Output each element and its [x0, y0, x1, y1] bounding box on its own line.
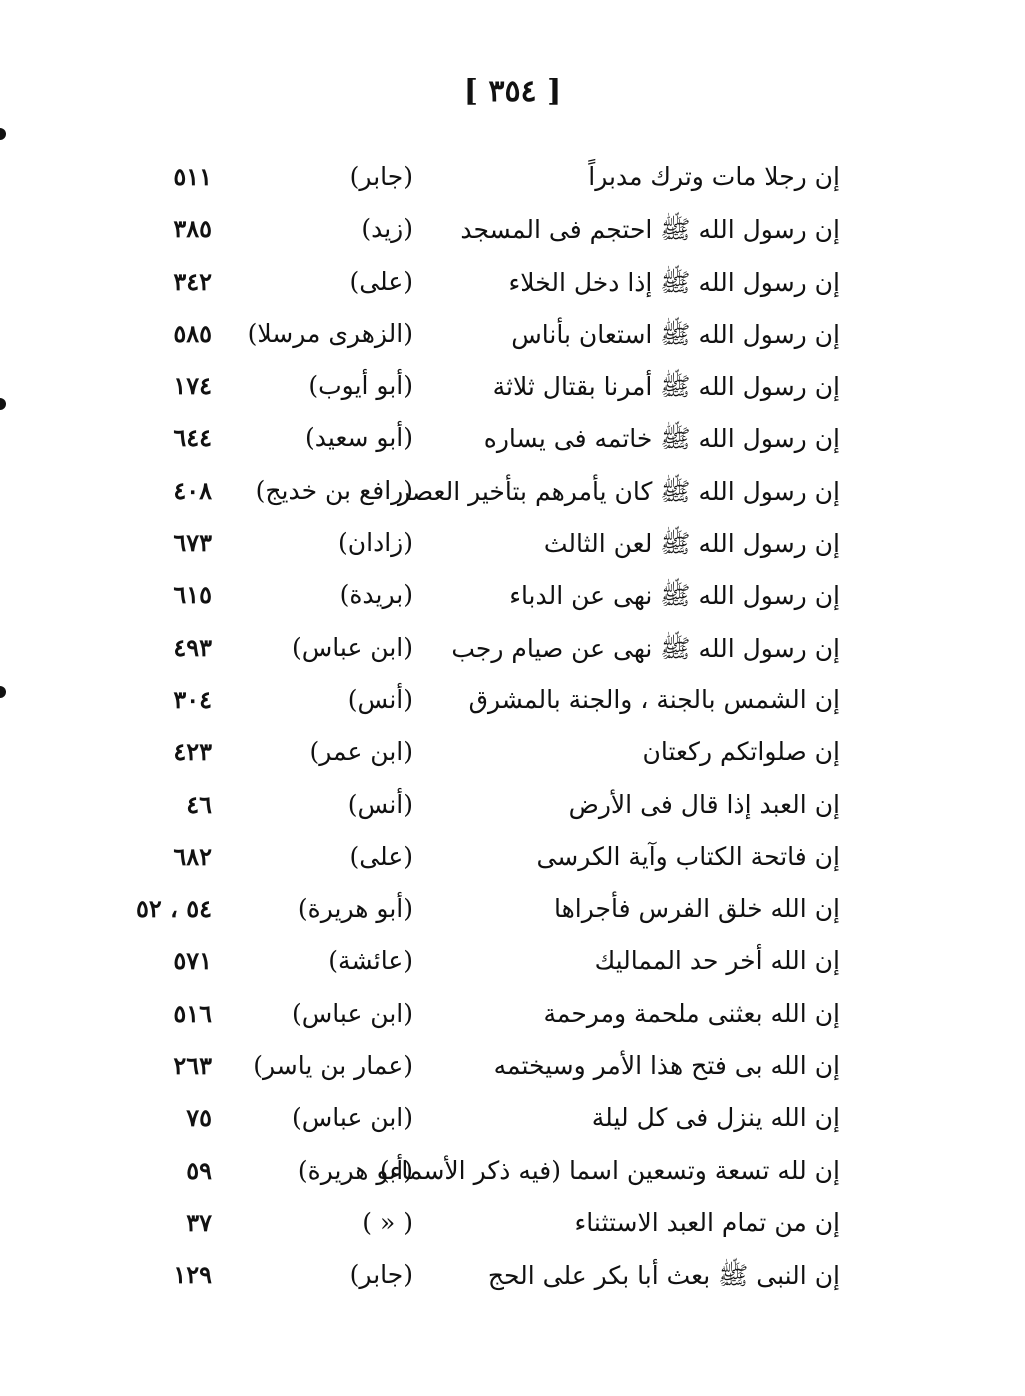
index-entry [0, 1254, 1025, 1306]
page-reference: ٣٠٤ [173, 684, 212, 714]
narrator-name: (الزهرى مرسلا) [247, 318, 413, 348]
index-entry [0, 993, 1025, 1045]
index-entry [0, 627, 1025, 679]
index-entry [0, 1202, 1025, 1254]
narrator-name: (أبو سعيد) [305, 423, 413, 453]
index-entry [0, 679, 1025, 731]
scan-edge-mark [0, 128, 6, 140]
hadith-text: إن رسول الله ﷺ كان يأمرهم بتأخير العصر [398, 476, 840, 506]
narrator-name: (ابن عباس) [292, 998, 413, 1028]
hadith-text: إن الله خلق الفرس فأجراها [554, 894, 840, 924]
hadith-text: إن لله تسعة وتسعين اسما (فيه ذكر الأسماء) [379, 1155, 840, 1185]
index-entry [0, 156, 1025, 208]
index-entry [0, 417, 1025, 469]
hadith-text: إن رسول الله ﷺ أمرنا بقتال ثلاثة [492, 372, 840, 402]
page-reference: ٥١١ [173, 162, 212, 191]
index-entry [0, 836, 1025, 888]
hadith-text: إن الله ينزل فى كل ليلة [591, 1103, 840, 1133]
index-entry [0, 888, 1025, 940]
narrator-name: (رافع بن خديج) [255, 475, 413, 505]
hadith-text: إن رسول الله ﷺ استعان بأناس [511, 319, 840, 349]
hadith-text: إن الشمس بالجنة ، والجنة بالمشرق [468, 684, 840, 714]
narrator-name: (ابن عمر) [309, 737, 413, 767]
index-entry [0, 1150, 1025, 1202]
index-entry [0, 940, 1025, 992]
narrator-name: (أنس) [347, 684, 413, 714]
hadith-index-list [0, 156, 1025, 1307]
page-reference: ٣٨٥ [173, 214, 212, 244]
index-entry [0, 784, 1025, 836]
narrator-name: ( « ) [362, 1207, 413, 1237]
narrator-name: (جابر) [349, 1260, 413, 1290]
page-reference: ٤٢٣ [173, 737, 212, 767]
page-reference: ٣٤٢ [173, 266, 212, 296]
narrator-name: (عمار بن ياسر) [253, 1051, 413, 1081]
hadith-text: إن صلواتكم ركعتان [642, 737, 840, 767]
page-reference: ٥٨٥ [173, 318, 212, 348]
hadith-text: إن رسول الله ﷺ خاتمه فى يساره [483, 424, 840, 454]
hadith-text: إن رسول الله ﷺ لعن الثالث [543, 529, 840, 559]
hadith-text: إن رجلا مات وترك مدبراً [588, 162, 840, 191]
page-reference: ٤٦ [186, 789, 212, 819]
index-entry [0, 208, 1025, 260]
index-entry [0, 1097, 1025, 1149]
hadith-text: إن الله بى فتح هذا الأمر وسيختمه [493, 1051, 840, 1081]
page-reference: ١٧٤ [173, 371, 212, 401]
hadith-text: إن الله أخر حد المماليك [594, 946, 840, 976]
narrator-name: (على) [349, 266, 413, 296]
page-reference: ٦٤٤ [173, 423, 212, 453]
narrator-name: (ابن عباس) [292, 1103, 413, 1133]
page-reference: ٣٧ [186, 1207, 212, 1237]
page-reference: ٤٩٣ [173, 632, 212, 662]
page-reference: ٦٧٣ [173, 528, 212, 558]
narrator-name: (عائشة) [328, 946, 413, 976]
hadith-text: إن رسول الله ﷺ إذا دخل الخلاء [508, 267, 840, 297]
index-entry [0, 522, 1025, 574]
narrator-name: (أبو أيوب) [308, 371, 413, 401]
page-reference: ٥١٦ [173, 998, 212, 1028]
index-entry [0, 731, 1025, 783]
narrator-name: (أبو هريرة) [297, 1155, 413, 1185]
hadith-text: إن رسول الله ﷺ احتجم فى المسجد [460, 215, 840, 245]
index-entry [0, 574, 1025, 626]
page-number: [ ٣٥٤ ] [463, 74, 562, 109]
page-reference: ٥٤ ، ٥٢ [135, 894, 212, 924]
page-reference: ٥٧١ [173, 946, 212, 976]
hadith-text: إن رسول الله ﷺ نهى عن الدباء [509, 581, 840, 611]
index-entry [0, 365, 1025, 417]
hadith-text: إن رسول الله ﷺ نهى عن صيام رجب [451, 633, 840, 663]
narrator-name: (بريدة) [339, 580, 413, 610]
narrator-name: (زيد) [361, 214, 413, 244]
hadith-text: إن فاتحة الكتاب وآية الكرسى [536, 841, 840, 871]
narrator-name: (ابن عباس) [292, 632, 413, 662]
page-reference: ٧٥ [186, 1103, 212, 1133]
hadith-text: إن الله بعثنى ملحمة ومرحمة [543, 998, 840, 1028]
page-reference: ٦٨٢ [173, 841, 212, 871]
index-entry [0, 470, 1025, 522]
index-entry [0, 1045, 1025, 1097]
narrator-name: (زادان) [338, 528, 413, 558]
narrator-name: (على) [349, 841, 413, 871]
page-reference: ١٢٩ [173, 1260, 212, 1290]
narrator-name: (أنس) [347, 789, 413, 819]
narrator-name: (أبو هريرة) [297, 894, 413, 924]
page-reference: ٥٩ [186, 1155, 212, 1185]
page-reference: ٤٠٨ [173, 475, 212, 505]
page-reference: ٢٦٣ [173, 1051, 212, 1081]
hadith-text: إن العبد إذا قال فى الأرض [568, 789, 840, 819]
hadith-text: إن النبى ﷺ بعث أبا بكر على الحج [487, 1261, 840, 1291]
narrator-name: (جابر) [349, 162, 413, 191]
index-entry [0, 313, 1025, 365]
hadith-text: إن من تمام العبد الاستثناء [574, 1207, 840, 1237]
page-reference: ٦١٥ [173, 580, 212, 610]
index-entry [0, 261, 1025, 313]
